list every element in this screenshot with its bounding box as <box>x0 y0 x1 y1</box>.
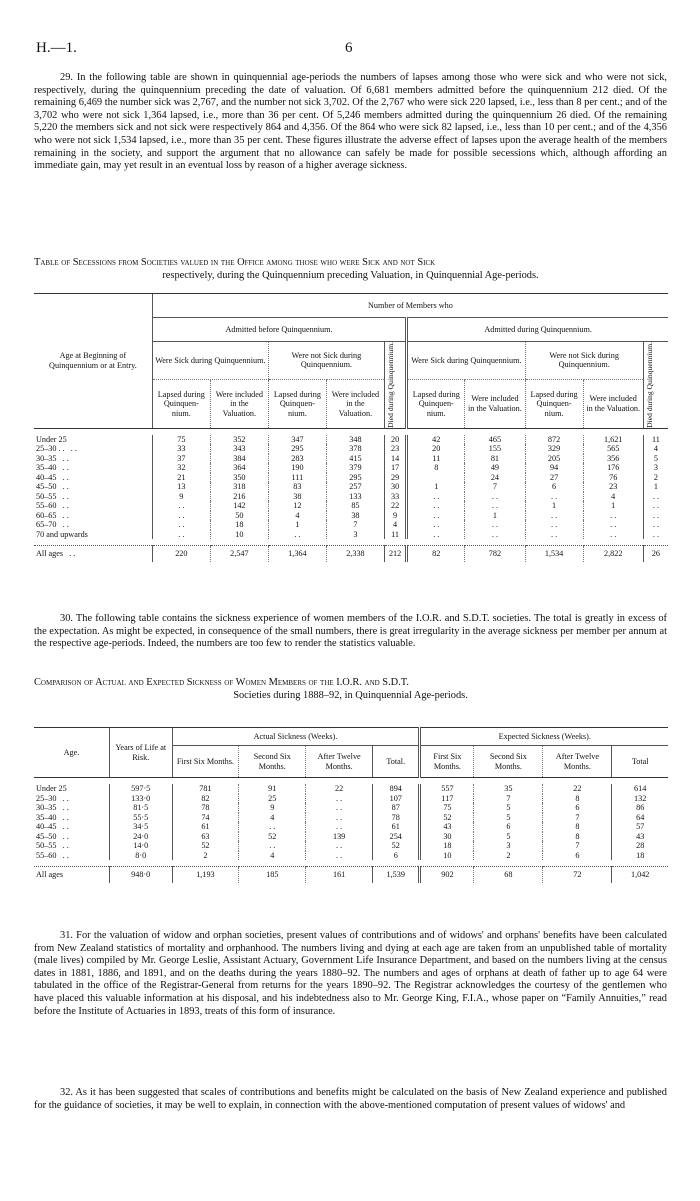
total-value: 1,042 <box>612 867 668 883</box>
cell-value: . . <box>407 530 465 540</box>
cell-value: . . <box>306 813 373 823</box>
total-label: All ages <box>34 867 109 883</box>
cell-value: 132 <box>612 794 668 804</box>
cell-value: . . <box>525 511 583 521</box>
cell-value: . . <box>407 492 465 502</box>
cell-value: . . <box>525 492 583 502</box>
cell-value: 1 <box>465 511 525 521</box>
cell-value: 85 <box>326 501 384 511</box>
cell-value: 379 <box>326 463 384 473</box>
cell-value: 8 <box>543 822 612 832</box>
cell-value: . . <box>239 841 306 851</box>
total-value: 1,193 <box>172 867 239 883</box>
cell-value: . . <box>465 530 525 540</box>
table2-caption: Comparison of Actual and Expected Sickness of Women Members of the I.O.R. and S.D.T. Societies during 1888–92, in Quinquennial Age-periods. <box>34 677 468 701</box>
cell-value: 139 <box>306 832 373 842</box>
secessions-table <box>34 293 668 562</box>
cell-value: 5 <box>474 813 543 823</box>
cell-value: . . <box>525 530 583 540</box>
cell-value: 597·5 <box>109 784 172 794</box>
cell-value: . . <box>465 520 525 530</box>
cell-value: . . <box>306 822 373 832</box>
total-value: 26 <box>643 546 668 562</box>
cell-value: 94 <box>525 463 583 473</box>
cell-value: 4 <box>384 520 406 530</box>
cell-value: 283 <box>268 454 326 464</box>
cell-value: 52 <box>420 813 474 823</box>
total-value: 212 <box>384 546 406 562</box>
cell-value: 155 <box>465 444 525 454</box>
cell-value: 1 <box>583 501 643 511</box>
cell-value: 111 <box>268 473 326 483</box>
secession-row <box>34 482 668 492</box>
cell-value: 107 <box>373 794 420 804</box>
cell-value: 42 <box>407 435 465 445</box>
cell-value: 2 <box>172 851 239 861</box>
secession-row <box>34 492 668 502</box>
cell-value: 614 <box>612 784 668 794</box>
row-label: 55–60 . . <box>36 850 69 860</box>
expected-second-six-header: Second Six Months. <box>474 746 543 778</box>
total-value: 2,338 <box>326 546 384 562</box>
col-included-header: Were included in the Valuation. <box>583 379 643 428</box>
row-label: 50–55 . . <box>36 491 69 501</box>
cell-value: 20 <box>384 435 406 445</box>
cell-value: 356 <box>583 454 643 464</box>
total-value: 161 <box>306 867 373 883</box>
page-number: 6 <box>345 40 353 56</box>
cell-value: 22 <box>384 501 406 511</box>
cell-value: 565 <box>583 444 643 454</box>
cell-value: 781 <box>172 784 239 794</box>
cell-value: 23 <box>384 444 406 454</box>
cell-value: 7 <box>465 482 525 492</box>
col-included-header: Were included in the Valuation. <box>326 379 384 428</box>
cell-value: . . <box>268 530 326 540</box>
secession-row <box>34 454 668 464</box>
cell-value: 37 <box>152 454 210 464</box>
cell-value: 81·5 <box>109 803 172 813</box>
cell-value: 75 <box>152 435 210 445</box>
cell-value: 63 <box>172 832 239 842</box>
row-label: 60–65 . . <box>36 510 69 520</box>
cell-value: . . <box>583 520 643 530</box>
cell-value: 378 <box>326 444 384 454</box>
cell-value: 557 <box>420 784 474 794</box>
cell-value: 216 <box>210 492 268 502</box>
cell-value: 295 <box>326 473 384 483</box>
actual-first-six-header: First Six Months. <box>172 746 239 778</box>
cell-value: 33 <box>152 444 210 454</box>
cell-value: 18 <box>420 841 474 851</box>
cell-value: 78 <box>172 803 239 813</box>
cell-value: 176 <box>583 463 643 473</box>
cell-value: 8 <box>407 463 465 473</box>
expected-sickness-header: Expected Sickness (Weeks). <box>420 728 668 746</box>
cell-value: 13 <box>152 482 210 492</box>
cell-value: 75 <box>420 803 474 813</box>
col-lapsed-header: Lapsed during Quinquen-nium. <box>268 379 326 428</box>
row-label: 40–45 . . <box>36 472 69 482</box>
expected-after-twelve-header: After Twelve Months. <box>543 746 612 778</box>
total-row <box>34 867 668 883</box>
cell-value: 6 <box>543 851 612 861</box>
cell-value: 76 <box>583 473 643 483</box>
total-value: 220 <box>152 546 210 562</box>
row-label: Under 25 <box>36 784 67 793</box>
cell-value: 14·0 <box>109 841 172 851</box>
total-value: 1,364 <box>268 546 326 562</box>
age-column-header: Age at Beginning of Quinquennium or at Entry. <box>34 294 152 429</box>
total-value: 2,547 <box>210 546 268 562</box>
cell-value: . . <box>407 501 465 511</box>
cell-value: 8 <box>543 794 612 804</box>
cell-value: 22 <box>543 784 612 794</box>
cell-value: 52 <box>239 832 306 842</box>
cell-value: . . <box>239 822 306 832</box>
actual-second-six-header: Second Six Months. <box>239 746 306 778</box>
cell-value: 7 <box>543 841 612 851</box>
cell-value: 415 <box>326 454 384 464</box>
cell-value: 1,621 <box>583 435 643 445</box>
paragraph-30: 30. The following table contains the sickness experience of women members of the I.O.R. and S.D.T. societies. The total is greatly in excess of the expectation. As might be expected, in consequence of the small numbers, there is great irregularity in the average sickness per member per annum at the respective age-periods. Indeed, the numbers are too few to render the statistics valuable. <box>34 613 667 650</box>
sickness-row <box>34 794 668 804</box>
cell-value: 133·0 <box>109 794 172 804</box>
age-header: Age. <box>34 728 109 778</box>
total-value: 82 <box>407 546 465 562</box>
total-value: 68 <box>474 867 543 883</box>
col-included-header: Were included in the Valuation. <box>465 379 525 428</box>
cell-value: 5 <box>474 803 543 813</box>
cell-value: 10 <box>420 851 474 861</box>
cell-value: 1 <box>407 482 465 492</box>
during-died-header: Died during Quinquennium. <box>643 342 668 429</box>
cell-value: 117 <box>420 794 474 804</box>
before-not-sick-header: Were not Sick during Quinquennium. <box>268 342 384 380</box>
during-not-sick-header: Were not Sick during Quinquennium. <box>525 342 643 380</box>
table1-caption: Table of Secessions from Societies valued in the Office among those who were Sick and not Sick respectively, during the Quinquennium preceding Valuation, in Quinquennial Age-periods. <box>34 257 539 281</box>
cell-value: 7 <box>326 520 384 530</box>
cell-value: 17 <box>384 463 406 473</box>
row-label: 50–55 . . <box>36 841 69 850</box>
cell-value: 86 <box>612 803 668 813</box>
cell-value: 43 <box>612 832 668 842</box>
cell-value: 190 <box>268 463 326 473</box>
secession-row <box>34 511 668 521</box>
cell-value: . . <box>152 511 210 521</box>
cell-value: 21 <box>152 473 210 483</box>
cell-value: 10 <box>210 530 268 540</box>
cell-value: . . <box>465 492 525 502</box>
cell-value: 5 <box>643 454 668 464</box>
row-label: 25–30 . . <box>36 793 69 803</box>
cell-value: 82 <box>172 794 239 804</box>
actual-after-twelve-header: After Twelve Months. <box>306 746 373 778</box>
secession-row <box>34 435 668 445</box>
during-sick-header: Were Sick during Quinquennium. <box>407 342 525 380</box>
cell-value: 348 <box>326 435 384 445</box>
admitted-during-header: Admitted during Quinquennium. <box>407 318 668 342</box>
col-lapsed-header: Lapsed during Quinquen-nium. <box>525 379 583 428</box>
cell-value: 38 <box>326 511 384 521</box>
cell-value: 352 <box>210 435 268 445</box>
total-value: 1,534 <box>525 546 583 562</box>
cell-value: 2 <box>474 851 543 861</box>
total-value: 902 <box>420 867 474 883</box>
cell-value: 18 <box>210 520 268 530</box>
cell-value: 74 <box>172 813 239 823</box>
number-of-members-header: Number of Members who <box>152 294 668 318</box>
total-value: 72 <box>543 867 612 883</box>
secession-row <box>34 520 668 530</box>
row-label: 45–50 . . <box>36 482 69 492</box>
total-label: All ages . . <box>34 546 152 562</box>
cell-value: . . <box>643 530 668 540</box>
cell-value: 61 <box>373 822 420 832</box>
cell-value: 6 <box>543 803 612 813</box>
cell-value: . . <box>643 520 668 530</box>
cell-value: 43 <box>420 822 474 832</box>
cell-value: 49 <box>465 463 525 473</box>
cell-value: . . <box>643 511 668 521</box>
row-label: 55–60 . . <box>36 501 69 511</box>
cell-value: . . <box>306 803 373 813</box>
cell-value: 5 <box>474 832 543 842</box>
secession-row <box>34 530 668 540</box>
cell-value: 257 <box>326 482 384 492</box>
row-label: 45–50 . . <box>36 831 69 841</box>
cell-value: 4 <box>268 511 326 521</box>
cell-value: 8 <box>543 832 612 842</box>
row-label: 35–40 . . <box>36 812 69 822</box>
total-value: 782 <box>465 546 525 562</box>
cell-value: 29 <box>384 473 406 483</box>
cell-value: 4 <box>239 813 306 823</box>
cell-value: 7 <box>543 813 612 823</box>
cell-value: . . <box>465 501 525 511</box>
cell-value: 2 <box>643 473 668 483</box>
row-label: 30–35 . . <box>36 803 69 812</box>
admitted-before-header: Admitted before Quinquennium. <box>152 318 406 342</box>
cell-value: 83 <box>268 482 326 492</box>
cell-value: . . <box>583 511 643 521</box>
cell-value <box>407 473 465 483</box>
secession-row <box>34 501 668 511</box>
sickness-row <box>34 784 668 794</box>
sickness-comparison-table <box>34 727 668 883</box>
actual-total-header: Total. <box>373 746 420 778</box>
cell-value: 329 <box>525 444 583 454</box>
sickness-row <box>34 851 668 861</box>
cell-value: 384 <box>210 454 268 464</box>
cell-value: 3 <box>326 530 384 540</box>
cell-value: . . <box>643 501 668 511</box>
total-value: 948·0 <box>109 867 172 883</box>
cell-value: 27 <box>525 473 583 483</box>
total-row <box>34 546 668 562</box>
cell-value: 52 <box>373 841 420 851</box>
cell-value: 8·0 <box>109 851 172 861</box>
cell-value: 50 <box>210 511 268 521</box>
cell-value: 87 <box>373 803 420 813</box>
total-value: 185 <box>239 867 306 883</box>
sickness-row <box>34 841 668 851</box>
actual-sickness-header: Actual Sickness (Weeks). <box>172 728 420 746</box>
cell-value: 24 <box>465 473 525 483</box>
cell-value: 14 <box>384 454 406 464</box>
cell-value: . . <box>643 492 668 502</box>
col-lapsed-header: Lapsed during Quinquen-nium. <box>407 379 465 428</box>
row-label: 40–45 . . <box>36 822 69 831</box>
expected-total-header: Total <box>612 746 668 778</box>
row-label: 25–30 . . . . <box>36 444 77 454</box>
cell-value: 465 <box>465 435 525 445</box>
cell-value: 28 <box>612 841 668 851</box>
row-label: 65–70 . . <box>36 520 69 530</box>
secession-row <box>34 463 668 473</box>
cell-value: 1 <box>643 482 668 492</box>
cell-value: 4 <box>583 492 643 502</box>
cell-value: . . <box>407 520 465 530</box>
cell-value: 24·0 <box>109 832 172 842</box>
cell-value: . . <box>306 794 373 804</box>
cell-value: 872 <box>525 435 583 445</box>
cell-value: . . <box>306 851 373 861</box>
total-value: 1,539 <box>373 867 420 883</box>
col-lapsed-header: Lapsed during Quinquen-nium. <box>152 379 210 428</box>
years-at-risk-header: Years of Life at Risk. <box>109 728 172 778</box>
cell-value: 4 <box>643 444 668 454</box>
cell-value: 38 <box>268 492 326 502</box>
cell-value: 4 <box>239 851 306 861</box>
cell-value: 3 <box>643 463 668 473</box>
cell-value: 30 <box>420 832 474 842</box>
cell-value: 11 <box>643 435 668 445</box>
expected-first-six-header: First Six Months. <box>420 746 474 778</box>
cell-value: 57 <box>612 822 668 832</box>
cell-value: 34·5 <box>109 822 172 832</box>
cell-value: 55·5 <box>109 813 172 823</box>
cell-value: 364 <box>210 463 268 473</box>
cell-value: 318 <box>210 482 268 492</box>
cell-value: 20 <box>407 444 465 454</box>
cell-value: 6 <box>474 822 543 832</box>
cell-value: . . <box>152 530 210 540</box>
cell-value: 61 <box>172 822 239 832</box>
total-value: 2,822 <box>583 546 643 562</box>
secession-row <box>34 444 668 454</box>
cell-value: 1 <box>268 520 326 530</box>
cell-value: . . <box>152 520 210 530</box>
before-died-header: Died during Quinquennium. <box>384 342 406 429</box>
cell-value: 11 <box>384 530 406 540</box>
sickness-row <box>34 813 668 823</box>
col-included-header: Were included in the Valuation. <box>210 379 268 428</box>
row-label: Under 25 <box>36 434 67 444</box>
cell-value: 91 <box>239 784 306 794</box>
cell-value: 343 <box>210 444 268 454</box>
cell-value: 142 <box>210 501 268 511</box>
paragraph-31: 31. For the valuation of widow and orphan societies, present values of contributions and of widows' and orphans' benefits have been calculated from New Zealand statistics of mortality and orphanhood. The numbers living and dying at each age are taken from an unpublished table of mortality (male lives) compiled by Mr. George Leslie, Assistant Actuary, Government Life Insurance Department, and based on the numbers living at the census dates in 1881, 1886, and 1891, and on the deaths during the years 1880–92. The numbers and ages of orphans at death of father up to age 64 were tabulated in the office of the Registrar-General from returns for the years 1890–92. The Registrar acknowledges the courtesy of the gentlemen who have placed this valuable information at his disposal, and his indebtedness also to Mr. George King, F.I.A., whose paper on “Family Annuities,” read before the Institute of Actuaries in 1893, treats of this form of insurance. <box>34 930 667 1017</box>
cell-value: 25 <box>239 794 306 804</box>
cell-value: 894 <box>373 784 420 794</box>
cell-value: 12 <box>268 501 326 511</box>
cell-value: 9 <box>384 511 406 521</box>
cell-value: 52 <box>172 841 239 851</box>
cell-value: . . <box>525 520 583 530</box>
cell-value: 295 <box>268 444 326 454</box>
cell-value: 9 <box>239 803 306 813</box>
sickness-row <box>34 832 668 842</box>
paragraph-32: 32. As it has been suggested that scales of contributions and benefits might be calculated on the basis of New Zealand experience and published for the guidance of societies, it may be well to explain, in connection with the above-mentioned computation of present values of widows' and <box>34 1087 667 1111</box>
secession-row <box>34 473 668 483</box>
cell-value: . . <box>152 501 210 511</box>
sickness-row <box>34 822 668 832</box>
row-label: 70 and upwards <box>36 529 88 539</box>
document-reference: H.—1. <box>36 40 77 56</box>
cell-value: 78 <box>373 813 420 823</box>
cell-value: 1 <box>525 501 583 511</box>
cell-value: 64 <box>612 813 668 823</box>
cell-value: 205 <box>525 454 583 464</box>
cell-value: 3 <box>474 841 543 851</box>
cell-value: 350 <box>210 473 268 483</box>
cell-value: 33 <box>384 492 406 502</box>
cell-value: 254 <box>373 832 420 842</box>
cell-value: 81 <box>465 454 525 464</box>
row-label: 30–35 . . <box>36 453 69 463</box>
cell-value: 32 <box>152 463 210 473</box>
cell-value: . . <box>583 530 643 540</box>
cell-value: 7 <box>474 794 543 804</box>
cell-value: 347 <box>268 435 326 445</box>
row-label: 35–40 . . <box>36 463 69 473</box>
cell-value: 30 <box>384 482 406 492</box>
cell-value: 18 <box>612 851 668 861</box>
before-sick-header: Were Sick during Quinquennium. <box>152 342 268 380</box>
cell-value: 11 <box>407 454 465 464</box>
cell-value: 6 <box>373 851 420 861</box>
cell-value: . . <box>407 511 465 521</box>
cell-value: 23 <box>583 482 643 492</box>
paragraph-29: 29. In the following table are shown in quinquennial age-periods the numbers of lapses among those who were sick and who were not sick, respectively, during the quinquennium preceding the date of valuation. Of 6,681 members admitted before the quinquennium 212 died. Of the remaining 6,469 the number sick was 2,767, and the number not sick 3,702. Of the 2,767 who were sick 220 lapsed, i.e., less than 8 per cent.; and of the 3,702 who were not sick 1,364 lapsed, i.e., more than 36 per cent. Of 5,246 members admitted during the quinquennium 26 died. Of the remaining 5,220 the members sick and not sick were respectively 864 and 4,356. Of the 864 who were sick 82 lapsed, i.e., less than 10 per cent.; and of the 4,356 who were not sick 1,534 lapsed, i.e., more than 35 per cent. These figures illustrate the adverse effect of lapses upon the average health of the members remaining in the society, and support the argument that no allowance can safely be made for possible secessions which, although affording an immediate gain, may yet result in an eventual loss by reason of a higher average sickness. <box>34 72 667 172</box>
sickness-row <box>34 803 668 813</box>
cell-value: 35 <box>474 784 543 794</box>
cell-value: 6 <box>525 482 583 492</box>
cell-value: 22 <box>306 784 373 794</box>
cell-value: 133 <box>326 492 384 502</box>
cell-value: . . <box>306 841 373 851</box>
cell-value: 9 <box>152 492 210 502</box>
